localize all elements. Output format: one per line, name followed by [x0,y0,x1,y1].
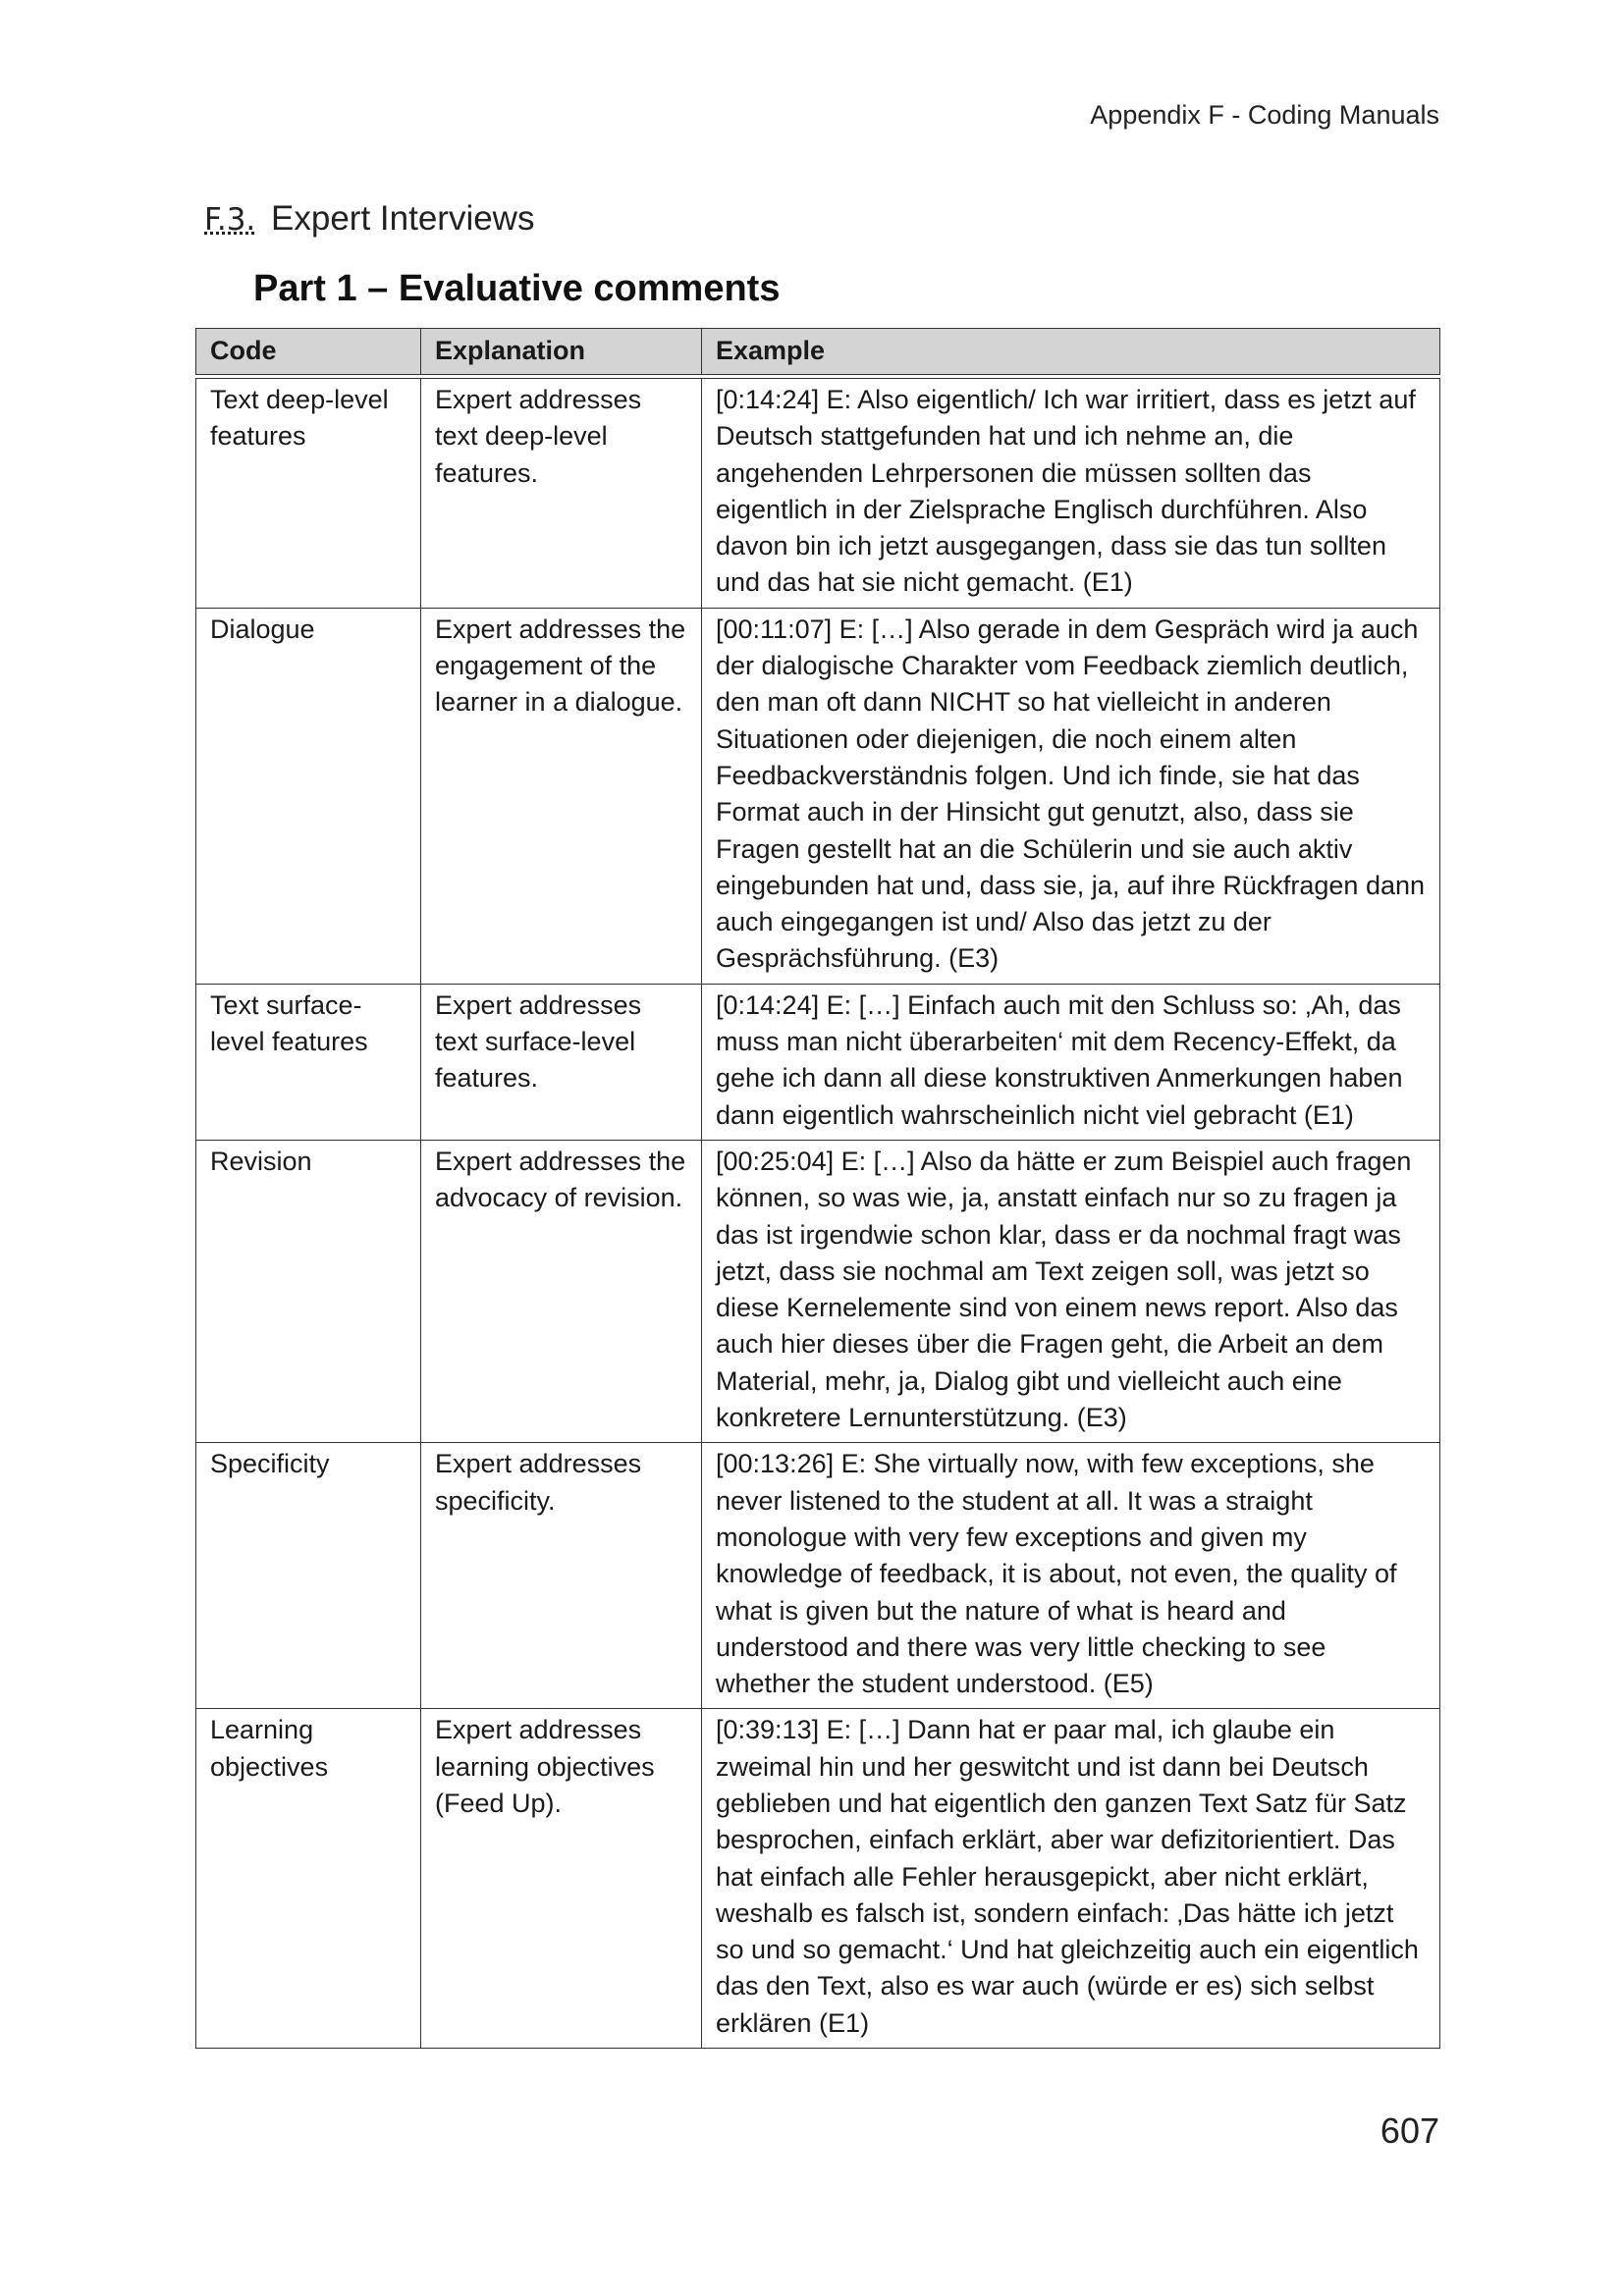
example-cell: [00:11:07] E: […] Also gerade in dem Gespräch wird ja auch der dialogische Charakter vom Feedback ziemlich deutlich, den man oft dann NICHT so hat vielleicht in anderen Situationen oder diejenigen, die noch einem alten Feedbackverständnis folgen. Und ich finde, sie hat das Format auch in der Hinsicht gut genutzt, also, dass sie Fragen gestellt hat an die Schülerin und sie auch aktiv eingebunden hat und, dass sie, ja, auf ihre Rückfragen dann auch eingegangen ist und/ Also das jetzt zu der Gesprächsführung. (E3) [702,608,1440,984]
page-number: 607 [1380,2110,1439,2151]
explanation-cell: Expert addresses text surface-level features. [421,984,702,1140]
code-cell: Revision [196,1140,421,1442]
table-row [196,1140,1440,1442]
part-heading: Part 1 – Evaluative comments [253,268,781,309]
example-cell: [0:39:13] E: […] Dann hat er paar mal, ich glaube ein zweimal hin und her geswitcht und ist dann bei Deutsch geblieben und hat eigentlich den ganzen Text Satz für Satz besprochen, einfach erklärt, aber war defizitorientiert. Das hat einfach alle Fehler herausgepickt, aber nicht erklärt, weshalb es falsch ist, sondern einfach: ‚Das hätte ich jetzt so und so gemacht.‘ Und hat gleichzeitig auch ein eigentlich das den Text, also es war auch (würde er es) sich selbst erklären (E1) [702,1709,1440,2049]
code-cell: Text deep-level features [196,379,421,609]
running-header: Appendix F - Coding Manuals [1090,100,1439,130]
column-header-example: Example [702,329,1440,375]
code-cell: Text surface-level features [196,984,421,1140]
example-cell: [0:14:24] E: […] Einfach auch mit den Schluss so: ‚Ah, das muss man nicht überarbeiten‘ mit dem Recency-Effekt, da gehe ich dann all diese konstruktiven Anmerkungen haben dann eigentlich wahrscheinlich nicht viel gebracht (E1) [702,984,1440,1140]
code-cell: Learning objectives [196,1709,421,2049]
table-row [196,984,1440,1140]
coding-table [195,328,1440,2049]
explanation-cell: Expert addresses the advocacy of revision. [421,1140,702,1442]
code-cell: Specificity [196,1443,421,1709]
example-cell: [00:25:04] E: […] Also da hätte er zum Beispiel auch fragen können, so was wie, ja, anstatt einfach nur so zu fragen ja das ist irgendwie schon klar, dass er da nochmal fragt was jetzt, dass sie nochmal am Text zeigen soll, was jetzt so diese Kernelemente sind von einem news report. Also das auch hier dieses über die Fragen geht, die Arbeit an dem Material, mehr, ja, Dialog gibt und vielleicht auch eine konkretere Lernunterstützung. (E3) [702,1140,1440,1442]
section-number: F.3. [204,202,256,238]
code-cell: Dialogue [196,608,421,984]
column-header-code: Code [196,329,421,375]
table-row [196,379,1440,609]
example-cell: [0:14:24] E: Also eigentlich/ Ich war irritiert, dass es jetzt auf Deutsch stattgefunden hat und ich nehme an, die angehenden Lehrpersonen die müssen sollten das eigentlich in der Zielsprache Englisch durchführen. Also davon bin ich jetzt ausgegangen, dass sie das tun sollten und das hat sie nicht gemacht. (E1) [702,379,1440,609]
example-cell: [00:13:26] E: She virtually now, with few exceptions, she never listened to the student at all. It was a straight monologue with very few exceptions and given my knowledge of feedback, it is about, not even, the quality of what is given but the nature of what is heard and understood and there was very little checking to see whether the student understood. (E5) [702,1443,1440,1709]
explanation-cell: Expert addresses specificity. [421,1443,702,1709]
table-row [196,608,1440,984]
table-row [196,1443,1440,1709]
column-header-explanation: Explanation [421,329,702,375]
explanation-cell: Expert addresses the engagement of the learner in a dialogue. [421,608,702,984]
explanation-cell: Expert addresses learning objectives (Feed Up). [421,1709,702,2049]
section-heading [204,199,534,239]
explanation-cell: Expert addresses text deep-level features. [421,379,702,609]
section-title: Expert Interviews [271,199,535,238]
table-row [196,1709,1440,2049]
table-header-row [196,329,1440,375]
